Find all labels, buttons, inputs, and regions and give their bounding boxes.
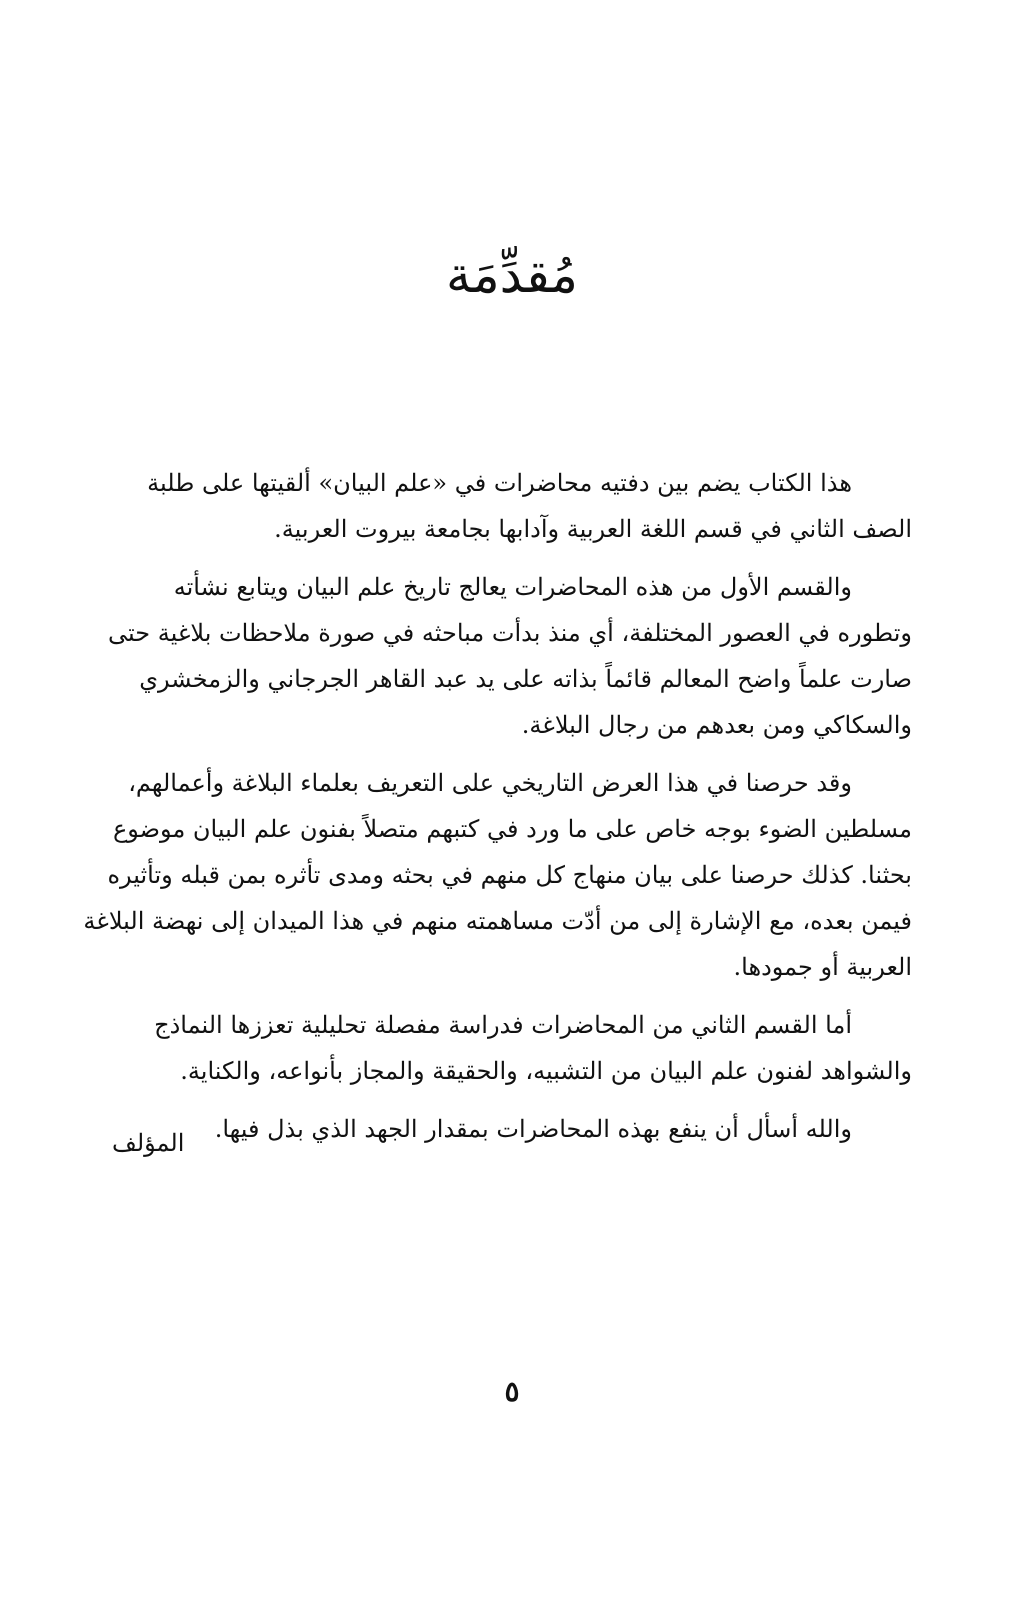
paragraph-line: فيمن بعده، مع الإشارة إلى من أدّت مساهمته منهم في هذا الميدان إلى نهضة البلاغة xyxy=(83,907,912,935)
paragraph-line: الصف الثاني في قسم اللغة العربية وآدابها بجامعة بيروت العربية. xyxy=(274,515,912,543)
paragraph-line: والشواهد لفنون علم البيان من التشبيه، والحقيقة والمجاز بأنواعه، والكناية. xyxy=(180,1057,912,1085)
paragraph-line: وقد حرصنا في هذا العرض التاريخي على التعريف بعلماء البلاغة وأعمالهم، xyxy=(128,769,852,797)
paragraph-5 xyxy=(127,1106,912,1152)
paragraph-line: بحثنا. كذلك حرصنا على بيان منهاج كل منهم في بحثه ومدى تأثره بمن قبله وتأثيره xyxy=(107,861,912,889)
paragraph-line: والقسم الأول من هذه المحاضرات يعالج تاريخ علم البيان ويتابع نشأته xyxy=(173,573,852,601)
page-title: مُقدِّمَة xyxy=(446,246,578,304)
introduction-text xyxy=(83,460,912,1164)
paragraph-3 xyxy=(83,760,912,990)
page-number: ٥ xyxy=(504,1375,520,1408)
paragraph-4 xyxy=(127,1002,912,1094)
paragraph-line: وتطوره في العصور المختلفة، أي منذ بدأت مباحثه في صورة ملاحظات بلاغية حتى xyxy=(108,619,912,647)
paragraph-2 xyxy=(108,564,912,748)
paragraph-line: والسكاكي ومن بعدهم من رجال البلاغة. xyxy=(521,711,912,739)
paragraph-line: العربية أو جمودها. xyxy=(733,953,912,981)
paragraph-line: مسلطين الضوء بوجه خاص على ما ورد في كتبهم متصلاً بفنون علم البيان موضوع xyxy=(112,815,912,843)
paragraph-line: والله أسأل أن ينفع بهذه المحاضرات بمقدار الجهد الذي بذل فيها. xyxy=(214,1115,852,1143)
paragraph-line: هذا الكتاب يضم بين دفتيه محاضرات في «علم البيان» ألقيتها على طلبة xyxy=(147,469,852,497)
author-signature: المؤلف xyxy=(112,1129,185,1157)
paragraph-line: صارت علماً واضح المعالم قائماً بذاته على يد عبد القاهر الجرجاني والزمخشري xyxy=(139,665,912,693)
paragraph-1 xyxy=(127,460,912,552)
paragraph-line: أما القسم الثاني من المحاضرات فدراسة مفصلة تحليلية تعززها النماذج xyxy=(154,1011,852,1039)
